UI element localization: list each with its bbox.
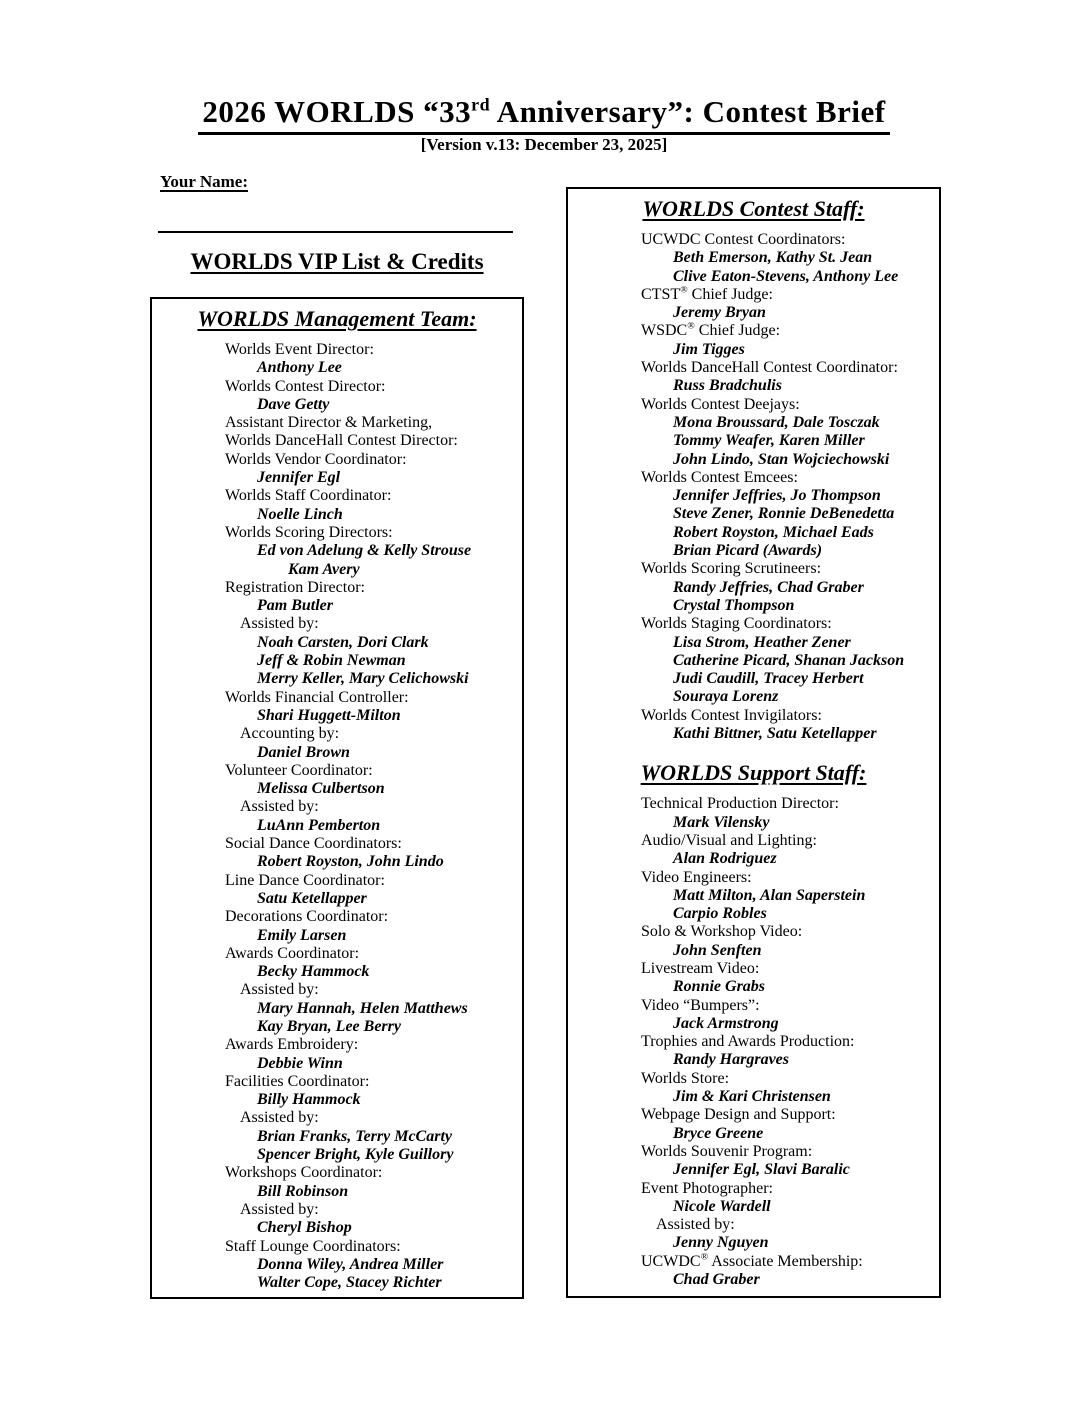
management-team-entries bbox=[152, 341, 522, 1292]
staff-name: Satu Ketellapper bbox=[257, 889, 367, 907]
management-team-header: WORLDS Management Team: bbox=[197, 306, 477, 331]
staff-role-label: Awards Coordinator: bbox=[225, 944, 360, 962]
staff-name: Kathi Bittner, Satu Ketellapper bbox=[673, 725, 877, 743]
staff-name: Daniel Brown bbox=[257, 743, 350, 761]
staff-name: Randy Jeffries, Chad Graber bbox=[673, 578, 864, 596]
staff-role-label: Worlds Souvenir Program: bbox=[641, 1142, 813, 1160]
staff-role-label: Worlds Event Director: bbox=[225, 341, 374, 358]
staff-role-label: Audio/Visual and Lighting: bbox=[641, 831, 817, 849]
registered-trademark-symbol: ® bbox=[687, 321, 695, 333]
staff-role-label: Worlds Vendor Coordinator: bbox=[225, 450, 407, 468]
name-fill-line bbox=[158, 231, 513, 233]
staff-name: Bill Robinson bbox=[257, 1182, 349, 1200]
staff-name: Spencer Bright, Kyle Guillory bbox=[257, 1146, 454, 1164]
document-title-text-tail: Anniversary”: Contest Brief bbox=[490, 94, 886, 129]
staff-role-label: Registration Director: bbox=[225, 578, 365, 596]
staff-name: Brian Picard (Awards) bbox=[673, 542, 823, 560]
staff-name: Debbie Winn bbox=[257, 1054, 343, 1072]
staff-name: Donna Wiley, Andrea Miller bbox=[257, 1255, 444, 1273]
support-staff-entries bbox=[568, 795, 939, 1289]
staff-role-label: Video “Bumpers”: bbox=[641, 996, 760, 1014]
staff-name: Melissa Culbertson bbox=[257, 780, 385, 798]
staff-name: Pam Butler bbox=[257, 597, 334, 615]
vip-list-title: WORLDS VIP List & Credits bbox=[190, 249, 484, 274]
staff-role-label: Line Dance Coordinator: bbox=[225, 871, 385, 889]
registered-trademark-symbol: ® bbox=[700, 1251, 709, 1263]
staff-name: Becky Hammock bbox=[257, 963, 370, 981]
staff-name: Steve Zener, Ronnie DeBenedetta bbox=[673, 505, 895, 523]
contest-staff-entries bbox=[568, 231, 939, 743]
assisted-by-label: Assisted by: bbox=[656, 1216, 735, 1234]
staff-name: Bryce Greene bbox=[673, 1124, 764, 1142]
staff-role-label: Decorations Coordinator: bbox=[225, 908, 389, 926]
staff-role-label: Worlds Contest Deejays: bbox=[641, 395, 800, 413]
staff-role-label: Worlds Store: bbox=[641, 1069, 730, 1087]
staff-role-label: Worlds Financial Controller: bbox=[225, 688, 409, 706]
staff-role-label: Worlds Contest Director: bbox=[225, 377, 386, 395]
staff-role-label: Assistant Director & Marketing, bbox=[225, 414, 433, 432]
staff-role-label: Awards Embroidery: bbox=[225, 1036, 359, 1054]
staff-role-label: Workshops Coordinator: bbox=[225, 1164, 383, 1182]
staff-name: Beth Emerson, Kathy St. Jean bbox=[673, 249, 873, 267]
staff-name: Kay Bryan, Lee Berry bbox=[257, 1017, 401, 1035]
staff-name: Jeremy Bryan bbox=[673, 304, 766, 322]
staff-name: Crystal Thompson bbox=[673, 596, 795, 614]
staff-name: Jeff & Robin Newman bbox=[257, 652, 406, 670]
contest-staff-box bbox=[566, 187, 941, 1298]
staff-role-label: Worlds DanceHall Contest Director: bbox=[225, 432, 458, 450]
staff-role-label: Facilities Coordinator: bbox=[225, 1072, 370, 1090]
contest-staff-header: WORLDS Contest Staff: bbox=[642, 196, 865, 221]
staff-role-label: Worlds Scoring Directors: bbox=[225, 523, 393, 541]
assisted-by-label: Assisted by: bbox=[240, 798, 319, 816]
version-line: [Version v.13: December 23, 2025] bbox=[420, 135, 668, 154]
staff-name: Tommy Weafer, Karen Miller bbox=[673, 432, 865, 450]
staff-name: Cheryl Bishop bbox=[257, 1219, 352, 1237]
staff-name: Jennifer Egl bbox=[257, 469, 341, 487]
staff-name: Noelle Linch bbox=[257, 505, 343, 523]
staff-role-label: Trophies and Awards Production: bbox=[641, 1033, 855, 1051]
staff-role-label: Worlds Contest Emcees: bbox=[641, 468, 798, 486]
staff-name: John Senften bbox=[673, 941, 762, 959]
staff-name: Jennifer Egl, Slavi Baralic bbox=[673, 1161, 850, 1179]
staff-name: Robert Royston, John Lindo bbox=[257, 853, 444, 871]
staff-name: Catherine Picard, Shanan Jackson bbox=[673, 651, 905, 669]
staff-role-label: Solo & Workshop Video: bbox=[641, 923, 803, 941]
staff-role-label: Worlds DanceHall Contest Coordinator: bbox=[641, 359, 898, 377]
staff-name: Jim & Kari Christensen bbox=[673, 1088, 831, 1106]
staff-name: Mona Broussard, Dale Tosczak bbox=[673, 413, 880, 431]
document-title-text: 2026 WORLDS “33 bbox=[202, 94, 472, 129]
assisted-by-label: Assisted by: bbox=[240, 1109, 319, 1127]
staff-name: Russ Bradchulis bbox=[673, 377, 782, 395]
staff-role-label: UCWDC Contest Coordinators: bbox=[641, 231, 846, 248]
document-title bbox=[0, 94, 1088, 135]
management-team-box bbox=[150, 297, 524, 1299]
staff-role-label: Worlds Staging Coordinators: bbox=[641, 615, 832, 633]
staff-name: Carpio Robles bbox=[673, 905, 767, 923]
staff-role-label: Worlds Contest Invigilators: bbox=[641, 706, 822, 724]
staff-name: Randy Hargraves bbox=[673, 1051, 789, 1069]
staff-name: Souraya Lorenz bbox=[673, 688, 779, 706]
staff-role-label: Livestream Video: bbox=[641, 959, 760, 977]
staff-role-label: Event Photographer: bbox=[641, 1179, 773, 1197]
assisted-by-label: Assisted by: bbox=[240, 981, 319, 999]
staff-role-label: UCWDC® Associate Membership: bbox=[641, 1251, 863, 1270]
staff-role-label: Video Engineers: bbox=[641, 868, 752, 886]
staff-name: Shari Huggett-Milton bbox=[257, 706, 401, 724]
staff-name: Matt Milton, Alan Saperstein bbox=[673, 886, 866, 904]
staff-role-label: Worlds Scoring Scrutineers: bbox=[641, 560, 822, 578]
staff-name: Judi Caudill, Tracey Herbert bbox=[673, 670, 864, 688]
assisted-by-label: Assisted by: bbox=[240, 615, 319, 633]
staff-role-label: Worlds Staff Coordinator: bbox=[225, 487, 392, 505]
title-ordinal-superscript: rd bbox=[471, 94, 491, 115]
staff-name: Anthony Lee bbox=[257, 359, 342, 377]
staff-name: Lisa Strom, Heather Zener bbox=[673, 633, 851, 651]
staff-name: Ed von Adelung & Kelly Strouse bbox=[257, 542, 472, 560]
assisted-by-label: Accounting by: bbox=[240, 725, 340, 743]
staff-role-label: Technical Production Director: bbox=[641, 795, 839, 813]
staff-role-label: Staff Lounge Coordinators: bbox=[225, 1237, 401, 1255]
staff-name: Chad Graber bbox=[673, 1271, 760, 1289]
staff-role-label: CTST® Chief Judge: bbox=[641, 284, 773, 303]
staff-role-label: Webpage Design and Support: bbox=[641, 1106, 836, 1124]
staff-role-label: Social Dance Coordinators: bbox=[225, 835, 402, 853]
your-name-label: Your Name: bbox=[160, 172, 248, 191]
staff-name: Clive Eaton-Stevens, Anthony Lee bbox=[673, 267, 899, 285]
staff-name: Noah Carsten, Dori Clark bbox=[257, 633, 429, 651]
staff-name: Brian Franks, Terry McCarty bbox=[257, 1127, 452, 1145]
assisted-by-label: Assisted by: bbox=[240, 1200, 319, 1218]
staff-name: Dave Getty bbox=[257, 395, 330, 413]
staff-name: Nicole Wardell bbox=[673, 1197, 771, 1215]
staff-role-label: WSDC® Chief Judge: bbox=[641, 321, 781, 340]
staff-name: Jack Armstrong bbox=[673, 1014, 779, 1032]
staff-name: Billy Hammock bbox=[257, 1091, 361, 1109]
support-staff-header: WORLDS Support Staff: bbox=[640, 760, 867, 786]
staff-name: Robert Royston, Michael Eads bbox=[673, 523, 874, 541]
staff-role-label: Volunteer Coordinator: bbox=[225, 761, 373, 779]
staff-name: Jim Tigges bbox=[673, 340, 745, 358]
staff-name: Jenny Nguyen bbox=[673, 1234, 769, 1252]
staff-name: Mary Hannah, Helen Matthews bbox=[257, 999, 468, 1017]
staff-name: Walter Cope, Stacey Richter bbox=[257, 1274, 442, 1292]
staff-name: Jennifer Jeffries, Jo Thompson bbox=[673, 487, 881, 505]
staff-name: Alan Rodriguez bbox=[673, 850, 777, 868]
staff-name: Merry Keller, Mary Celichowski bbox=[257, 670, 469, 688]
staff-name: Kam Avery bbox=[288, 560, 360, 578]
staff-name: LuAnn Pemberton bbox=[257, 816, 381, 834]
registered-trademark-symbol: ® bbox=[680, 284, 688, 296]
staff-name: Emily Larsen bbox=[257, 926, 347, 944]
staff-name: Ronnie Grabs bbox=[673, 978, 766, 996]
staff-name: John Lindo, Stan Wojciechowski bbox=[673, 450, 890, 468]
staff-name: Mark Vilensky bbox=[673, 813, 770, 831]
